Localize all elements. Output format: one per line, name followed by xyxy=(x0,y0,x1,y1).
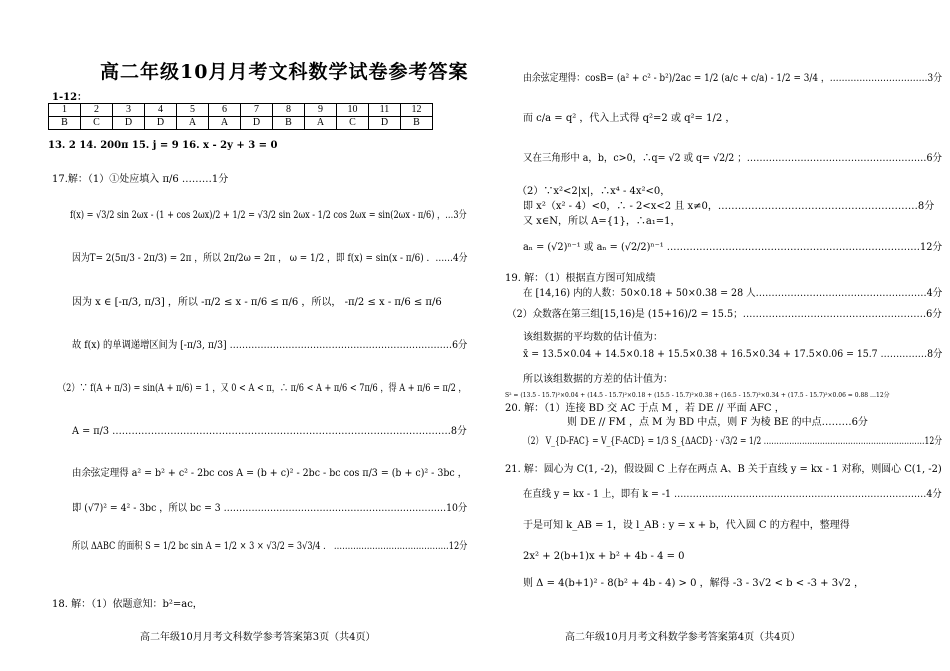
table-cell: D xyxy=(369,117,401,130)
q18-x-range: 即 x²（x² - 4）<0，∴ - 2<x<2 且 x≠0，……………………………………………………8分 xyxy=(523,201,935,212)
q18-set-A: 又 x∈N，所以 A={1}，∴a₁=1， xyxy=(523,216,681,227)
q19-mean-calc: x̄ = 13.5×0.04 + 14.5×0.18 + 15.5×0.38 + 16.5×0.34 + 17.5×0.06 = 15.7 ……………8分 xyxy=(523,349,943,360)
q17-period-line: 因为T= 2(5π/3 - 2π/3) = 2π ，所以 2π/2ω = 2π ， ω = 1/2 ，即 f(x) = sin(x - π/6) ．……4分 xyxy=(72,253,468,264)
answer-table-answer-row xyxy=(49,117,433,130)
q21-k-value: 在直线 y = kx - 1 上，即有 k = -1 ………………………………………………………………………4分 xyxy=(523,489,942,500)
table-cell: 2 xyxy=(81,104,113,117)
q17-cosine-law: 由余弦定理得 a² = b² + c² - 2bc cos A = (b + c)² - 2bc - bc cos π/3 = (b + c)² - 3bc ， xyxy=(72,468,468,479)
table-cell: 3 xyxy=(113,104,145,117)
q17-part1-heading: 17.解：（1）①处应填入 π/6 ………1分 xyxy=(52,174,229,185)
table-cell: A xyxy=(209,117,241,130)
table-cell: 10 xyxy=(337,104,369,117)
page-footer: 高二年级10月月考文科数学参考答案第3页（共4页） xyxy=(140,632,376,643)
q17-fx-derivation: f(x) = √3/2 sin 2ωx - (1 + cos 2ωx)/2 + 1/2 = √3/2 sin 2ωx - 1/2 cos 2ωx = sin(2ωx - π/6) ，…3分 xyxy=(70,210,467,221)
q19-mode: （2）众数落在第三组[15,16)是 (15+16)/2 = 15.5；…………………………………………………6分 xyxy=(507,309,942,320)
q19-count: 在 [14,16) 内的人数：50×0.18 + 50×0.38 = 28 人………………………………………………4分 xyxy=(523,288,943,299)
table-cell: B xyxy=(49,117,81,130)
q18-q-squared: 而 c/a = q² ，代入上式得 q²=2 或 q²= 1/2 ， xyxy=(523,113,736,124)
q17-area: 所以 ΔABC 的面积 S = 1/2 bc sin A = 1/2 × 3 × √3/2 = 3√3/4 ． ……………………………………12分 xyxy=(72,541,468,552)
table-cell: 12 xyxy=(401,104,433,117)
q20-part1: 20. 解：（1）连接 BD 交 AC 于点 M ，若 DE // 平面 AFC ， xyxy=(505,403,785,414)
table-cell: D xyxy=(113,117,145,130)
q17-domain-line: 因为 x ∈ [-π/3, π/3] ，所以 -π/2 ≤ x - π/6 ≤ π/6 ，所以， -π/2 ≤ x - π/6 ≤ π/6 xyxy=(72,297,442,308)
q18-an-formula: aₙ = (√2)ⁿ⁻¹ 或 aₙ = (√2/2)ⁿ⁻¹ ……………………………………………………………………12分 xyxy=(523,242,943,253)
q18-q-values: 又在三角形中 a，b，c>0，∴q= √2 或 q= √2/2 ；…………………………………………………6分 xyxy=(523,153,942,164)
table-cell: A xyxy=(177,117,209,130)
table-cell: 8 xyxy=(273,104,305,117)
table-cell: A xyxy=(305,117,337,130)
q18-part2-ineq: （2）∵x²<2|x|，∴x⁴ - 4x²<0， xyxy=(517,186,671,197)
answer-table-number-row xyxy=(49,104,433,117)
table-cell: D xyxy=(145,117,177,130)
q21-line-ab: 于是可知 k_AB = 1，设 l_AB : y = x + b，代入圆 C 的方程中，整理得 xyxy=(523,520,850,531)
q18-start: 18. 解：（1）依题意知：b²=ac， xyxy=(52,599,203,610)
q17-part2-line: （2）∵ f(A + π/3) = sin(A + π/6) = 1 ，又 0 < A < π，∴ π/6 < A + π/6 < 7π/6 ，得 A + π/6 = π/2 ， xyxy=(58,383,467,394)
section-label: 1-12： xyxy=(52,92,88,103)
q19-variance-calc: S² = (13.5 - 15.7)²×0.04 + (14.5 - 15.7)²×0.18 + (15.5 - 15.7)²×0.38 + (16.5 - 15.7)²×0.34 + (17.5 - 15.7)²×0.06 = 0.88 …12分 xyxy=(505,392,890,399)
table-cell: 4 xyxy=(145,104,177,117)
q20-midpoint: 则 DE // FM ，点 M 为 BD 中点，则 F 为棱 BE 的中点………6分 xyxy=(567,417,868,428)
q19-mean-label: 该组数据的平均数的估计值为： xyxy=(523,332,663,343)
q19-variance-label: 所以该组数据的方差的估计值为： xyxy=(523,374,673,385)
table-cell: 1 xyxy=(49,104,81,117)
table-cell: C xyxy=(81,117,113,130)
answer-table xyxy=(48,103,433,130)
q21-quadratic: 2x² + 2(b+1)x + b² + 4b - 4 = 0 xyxy=(523,551,685,562)
q21-discriminant: 则 Δ = 4(b+1)² - 8(b² + 4b - 4) > 0 ，解得 -3 - 3√2 < b < -3 + 3√2 ， xyxy=(523,578,865,589)
table-cell: 5 xyxy=(177,104,209,117)
page-title: 高二年级10月月考文科数学试卷参考答案 xyxy=(100,61,469,83)
q19-heading: 19. 解：（1）根据直方图可知成绩 xyxy=(505,273,656,284)
q17-angle-A: A = π/3 ……………………………………………………………………………………………8分 xyxy=(72,426,467,437)
table-cell: 9 xyxy=(305,104,337,117)
table-cell: C xyxy=(337,117,369,130)
page-footer: 高二年级10月月考文科数学参考答案第4页（共4页） xyxy=(565,632,801,643)
q21-heading: 21. 解：圆心为 C(1, -2)，假设圆 C 上存在两点 A、B 关于直线 y = kx - 1 对称，则圆心 C(1, -2) xyxy=(505,464,942,475)
q18-cosine-b: 由余弦定理得：cosB= (a² + c² - b²)/2ac = 1/2 (a/c + c/a) - 1/2 = 3/4 ，……………………………3分 xyxy=(523,73,942,84)
table-cell: 11 xyxy=(369,104,401,117)
table-cell: 7 xyxy=(241,104,273,117)
table-cell: B xyxy=(401,117,433,130)
table-cell: 6 xyxy=(209,104,241,117)
q17-bc-value: 即 (√7)² = 4² - 3bc ，所以 bc = 3 ………………………………………………………………10分 xyxy=(72,503,468,514)
answers-13-16: 13. 2 14. 200π 15. j = 9 16. x - 2y + 3 = 0 xyxy=(48,140,278,151)
right-page xyxy=(475,0,950,671)
q17-increasing-interval: 故 f(x) 的单调递增区间为 [-π/3, π/3] ………………………………………………………………6分 xyxy=(72,340,468,351)
table-cell: D xyxy=(241,117,273,130)
q20-volume: （2） V_{D-FAC} = V_{F-ACD} = 1/3 S_{ΔACD} · √3/2 = 1/2 ………………………………………………………12分 xyxy=(523,436,942,447)
table-cell: B xyxy=(273,117,305,130)
